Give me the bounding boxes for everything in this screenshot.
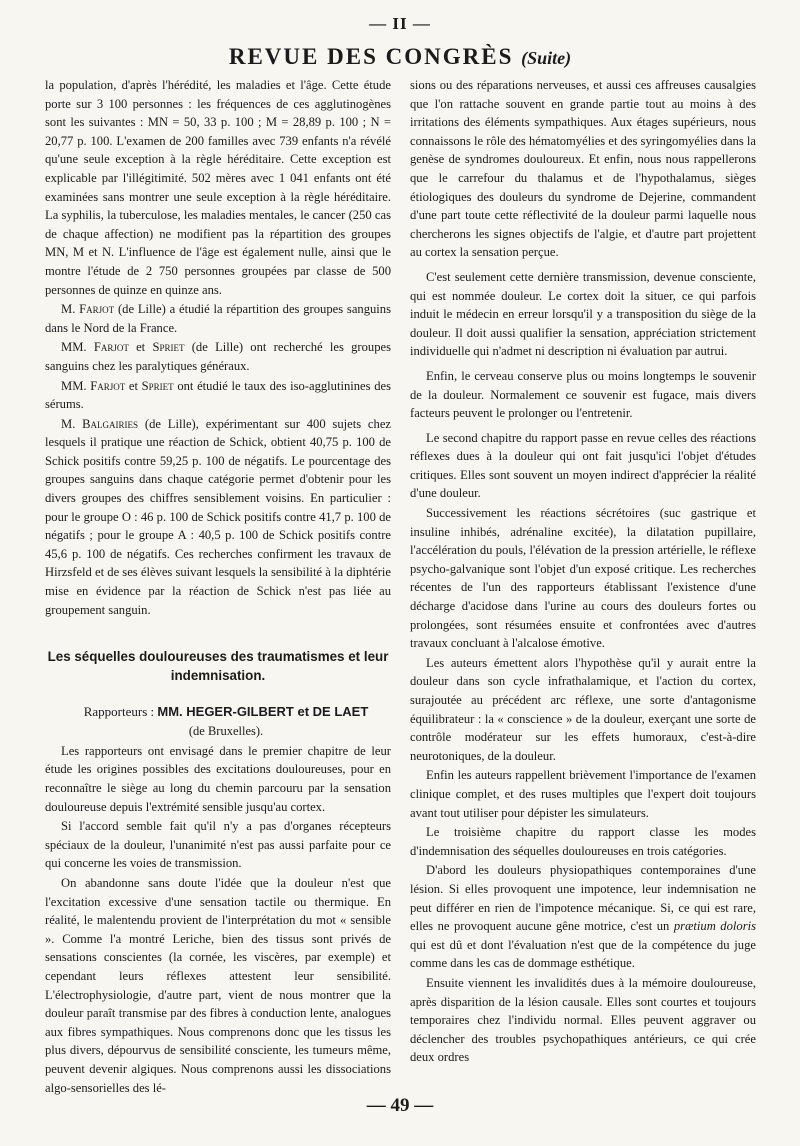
paragraph: Enfin, le cerveau conserve plus ou moins longtemps le souvenir de la douleur. Normalement ce souvenir est fugace, mais divers facteurs peuvent le prolonger ou l'entretenir.: [410, 368, 756, 421]
author-name: Spriet: [152, 340, 185, 355]
paragraph: Ensuite viennent les invalidités dues à la mémoire douloureuse, après disparition de la lésion causale. Elles sont courtes et toujours temporaires chez l'individu normal. Elles peuvent aggraver ou déclencher des troubles psychopathiques antérieurs, ce qui crée deux ordres: [410, 975, 756, 1065]
paragraph: C'est seulement cette dernière transmission, devenue consciente, qui est nommée douleur. Le cortex doit la situer, ce qui parfois induit le médecin en erreur lorsqu'il y a transposition du siège de la douleur. Il doit aussi qualifier la sensation, appréciation strictement individuelle qui n'admet ni description ni évaluation par autrui.: [410, 269, 756, 359]
rapporteurs-names: MM. HEGER-GILBERT et DE LAET: [157, 704, 369, 720]
left-column: [45, 76, 391, 1097]
paragraph: sions ou des réparations nerveuses, et aussi ces affreuses causalgies que l'on rattache souvent en grande partie tout au moins à des irritations des éléments sympathiques. Aux étages supérieurs, nous connaissons le rôle des hématomyélies et des syringomyélies dans la genèse de syndromes douloureux. Et enfin, nous nous rappellerons que le carrefour du thalamus et de l'hypothalamus, sièges étiologiques des douleurs du syndrome de Dejerine, commandent d'une part toute cette réflectivité de la douleur parmi laquelle nous chercherons les signes objectifs de l'algie, et d'autre part projettent au cortex la sensation perçue.: [410, 78, 756, 260]
running-title: [0, 44, 800, 70]
journal-title: REVUE DES CONGRÈS: [228, 44, 514, 69]
paragraph: M. Farjot (de Lille) a étudié la répartition des groupes sanguins dans le Nord de la France.: [45, 302, 391, 335]
paragraph: Le troisième chapitre du rapport classe les modes d'indemnisation des séquelles douloureuses en trois catégories.: [410, 825, 756, 858]
paragraph: MM. Farjot et Spriet (de Lille) ont recherché les groupes sanguins chez les paralytiques généraux.: [45, 340, 391, 373]
page-folio: — II —: [369, 14, 431, 33]
paragraph: Le second chapitre du rapport passe en revue celles des réactions réflexes dues à la douleur qui ont fait jusqu'ici l'objet d'études critiques. Elles sont souvent un moyen indirect d'apprécier la réalité d'une douleur.: [410, 430, 756, 501]
author-name: M. Balgairies: [61, 416, 139, 431]
paragraph: D'abord les douleurs physiopathiques contemporaines d'une lésion. Si elles provoquent une impotence, leur indemnisation ne peut différer en rien de l'impotence mécanique. Si, ce qui est rare, elles ne provoquent aucune gêne motrice, c'est un prætium doloris qui est dû et dont l'évaluation n'est que de la compétence du juge comme dans les cas de dommage esthétique.: [410, 863, 756, 971]
section-heading: Les séquelles douloureuses des traumatismes et leur indemnisation.: [47, 649, 389, 684]
paragraph: Les auteurs émettent alors l'hypothèse qu'il y aurait entre la douleur dans son cycle infrathalamique, et l'action du cortex, surajoutée au précédent arc réflexe, une sorte d'antagonisme équilibrateur : la « conscience » de la douleur, exerçant une sorte de contrôle modérateur sur les effets humoraux, c'est-à-dire neurotoniques, de la douleur.: [410, 655, 756, 763]
paragraph: Les rapporteurs ont envisagé dans le premier chapitre de leur étude les origines possibles des excitations douloureuses, pour en reconnaître le siège au long du chemin parcouru par la sensation douloureuse depuis l'extrémité sensible jusqu'au cortex.: [45, 743, 391, 814]
paragraph: Enfin les auteurs rappellent brièvement l'importance de l'examen clinique complet, et des ruses multiples que l'expert doit toujours avant tout utiliser pour dépister les simulateurs.: [410, 768, 756, 820]
author-name: M. Farjot: [61, 302, 115, 317]
paragraph: M. Balgairies (de Lille), expérimentant sur 400 sujets chez lesquels il pratique une réaction de Schick, obtient 40,75 p. 100 de Schick positifs contre 59,25 p. 100 de négatifs. Le pourcentage des groupes sanguins dans chaque catégorie permet d'obtenir pour les divers groupes des chiffres sensiblement voisins. En particulier : pour le groupe O : 46 p. 100 de Schick positifs contre 41,7 p. 100 de négatifs ; pour le groupe A : 40,5 p. 100 de Schick positifs contre 45,6 p. 100 de négatifs. Ces recherches confirment les travaux de Hirzsfeld et de ses élèves suivant lesquels la sensibilité à la diphtérie mise en évidence par la réaction de Schick n'est pas liée au groupement sanguin.: [45, 416, 391, 617]
paragraph: Successivement les réactions sécrétoires (suc gastrique et insuline inhibés, adrénaline excitée), la dilatation pupillaire, l'accélération du pouls, l'élévation de la pression artérielle, le réflexe psycho-galvanique sont l'objet d'un exposé critique. Les recherches récentes de l'un des rapporteurs établissant l'existence d'une décharge d'acidose dans l'urine au cours des douleurs fortes ou prolongées, sont résumées ensuite et confrontées avec d'autres travaux concluant à l'alcalose émotive.: [410, 506, 756, 651]
paragraph: On abandonne sans doute l'idée que la douleur n'est que l'excitation excessive d'une sensation tactile ou thermique. En réalité, le malentendu provient de l'interprétation du mot « sensible ». Comme l'a montré Leriche, bien des tissus sont privés de sensations conscientes (la cornée, les viscères, par exemple) et cependant leurs réflexes attestent leur sensibilité. L'électrophysiologie, d'autre part, vient de nous montrer que la douleur paraît transmise par des fibres à conduction lente, analogues aux fibres sympathiques. Nous comprenons donc que les tissus les plus divers, dépourvus de sensibilité consciente, les tumeurs même, peuvent devenir algiques. Nous comprenons aussi les dissociations algo-sensorielles des lé-: [45, 875, 391, 1095]
paragraph: Si l'accord semble fait qu'il n'y a pas d'organes récepteurs spéciaux de la douleur, l'unanimité n'est pas aussi parfaite pour ce qui concerne les voies de transmission.: [45, 819, 391, 871]
paragraph: la population, d'après l'hérédité, les maladies et l'âge. Cette étude porte sur 3 100 personnes : les fréquences de ces agglutinogènes sont les suivantes : MN = 50, 33 p. 100 ; M = 28,89 p. 100 ; N = 20,77 p. 100. L'examen de 200 familles avec 739 enfants n'a révélé qu'une seule exception à la règle héréditaire. Cette exception est explicable par l'illégitimité. 502 mères avec 1 041 enfants ont été examinées sans montrer une seule exception à la règle héréditaire. La syphilis, la tuberculose, les maladies mentales, le cancer (250 cas de chaque affection) ne modifient pas la répartition des groupes MN, M et N. L'influence de l'âge est également nulle, ainsi que le montre l'étude de 2 750 personnes groupées par classe de 500 personnes de quinze en quinze ans.: [45, 78, 391, 297]
author-name: Spriet: [141, 378, 174, 393]
rapporteurs-line: Rapporteurs : MM. HEGER-GILBERT et DE LAET: [83, 704, 369, 720]
paragraph: MM. Farjot et Spriet ont étudié le taux des iso-agglutinines des sérums.: [45, 378, 391, 412]
page-number: — 49 —: [366, 1095, 434, 1116]
author-name: Farjot: [90, 378, 126, 393]
rapporteurs-origin: (de Bruxelles).: [188, 724, 264, 739]
journal-title-suffix: (Suite): [521, 48, 572, 68]
author-name: Farjot: [93, 340, 129, 355]
right-column: [410, 76, 756, 1067]
latin-term: prætium doloris: [673, 919, 756, 934]
